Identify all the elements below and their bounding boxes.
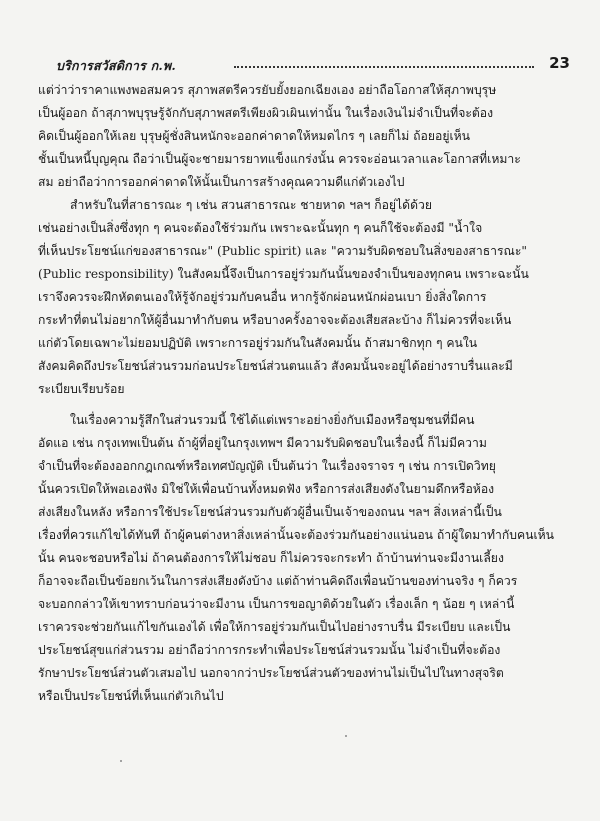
scan-speck [345, 735, 347, 737]
text-line: กระทำที่ตนไม่อยากให้ผู้อื่นมาทำกับตน หรือบางครั้งอาจจะต้องเสียสละบ้าง ก็ไม่ควรที่จะเห็น [38, 313, 512, 327]
body-text [38, 80, 570, 703]
text-line: จำเป็นที่จะต้องออกกฎเกณฑ์หรือเทศบัญญัติ เป็นต้นว่า ในเรื่องจราจร ๆ เช่น การเปิดวิทยุ [38, 459, 496, 473]
page-header [38, 54, 570, 76]
text-line: (Public responsibility) ในสังคมนี้จึงเป็นการอยู่ร่วมกันนั้นของจำเป็นของทุกคน เพราะฉะนั้น [38, 267, 529, 281]
text-line: ในเรื่องความรู้สึกในส่วนรวมนี้ ใช้ได้แต่เพราะอย่างยิ่งกับเมืองหรือชุมชนที่มีคน [70, 413, 475, 427]
text-line: นั้น คนจะชอบหรือไม่ ถ้าคนต้องการให้ไม่ชอบ ก็ไม่ควรจะกระทำ ถ้าบ้านท่านจะมีงานเลี้ยง [38, 551, 504, 565]
text-line: ที่เห็นประโยชน์แก่ของสาธารณะ" (Public spirit) และ "ความรับผิดชอบในสิ่งของสาธารณะ" [38, 244, 527, 258]
text-line: เช่นอย่างเป็นสิ่งซึ่งทุก ๆ คนจะต้องใช้ร่วมกัน เพราะฉะนั้นทุก ๆ คนก็ใช้จะต้องมี "น้ำใจ [38, 221, 483, 235]
text-line: สำหรับในที่สาธารณะ ๆ เช่น สวนสาธารณะ ชายหาด ฯลฯ ก็อยู่ได้ด้วย [70, 198, 433, 212]
text-line: ระเบียบเรียบร้อย [38, 382, 125, 396]
text-line: สังคมคิดถึงประโยชน์ส่วนรวมก่อนประโยชน์ส่วนตนแล้ว สังคมนั้นจะอยู่ได้อย่างราบรื่นและมี [38, 359, 513, 373]
text-line: ประโยชน์สุขแก่ส่วนรวม อย่าถือว่าการกระทำเพื่อประโยชน์ส่วนรวมนั้น ไม่จำเป็นที่จะต้อง [38, 643, 501, 657]
text-line: ชั้นเป็นหนี้บุญคุณ ถือว่าเป็นผู้จะชายมารยาทแข็งแกร่งนั้น ควรจะอ่อนเวลาและโอกาสที่เหมาะ [38, 152, 521, 166]
text-line: เราควรจะช่วยกันแก้ไขกันเองได้ เพื่อให้การอยู่ร่วมกันเป็นไปอย่างราบรื่น มีระเบียบ และเป็น [38, 620, 511, 634]
text-line: คิดเป็นผู้ออกให้เลย บุรุษผู้ชั่งสินหนักจะออกค่าดาดให้หมดไกร ๆ เลยก็ไม่ ถ้อยอยู่เห็น [38, 129, 471, 143]
text-line: อัดแอ เช่น กรุงเทพเป็นต้น ถ้าผู้ที่อยู่ในกรุงเทพฯ มีความรับผิดชอบในเรื่องนี้ ก็ไม่มีความ [38, 436, 487, 450]
text-line: แก่ตัวโดยเฉพาะไม่ยอมปฏิบัติ เพราะการอยู่ร่วมกันในสังคมนั้น ถ้าสมาชิกทุก ๆ คนใน [38, 336, 478, 350]
text-line: แต่ว่าว่าราคาแพงพอสมควร สุภาพสตรีควรยับยั้งยอกเฉียงเอง อย่าถือโอกาสให้สุภาพบุรุษ [38, 83, 497, 97]
running-title: บริการสวัสดิการ ก.พ. [56, 58, 176, 73]
text-line: จะบอกกล่าวให้เขาทราบก่อนว่าจะมีงาน เป็นการขอญาติด้วยในตัว เรื่องเล็ก ๆ น้อย ๆ เหล่านี้ [38, 597, 515, 611]
text-line: นั้นควรเปิดให้พอเองฟัง มิใช่ให้เพื่อนบ้านทั้งหมดฟัง หรือการส่งเสียงดังในยามดึกหรือห้อง [38, 482, 495, 496]
text-line: เราจึงควรจะฝึกหัดตนเองให้รู้จักอยู่ร่วมกับคนอื่น หากรู้จักผ่อนหนักผ่อนเบา ยิ่งสิ่งใดการ [38, 290, 487, 304]
text-line: ส่งเสียงในหลัง หรือการใช้ประโยชน์ส่วนรวมกับตัวผู้อื่นเป็นเจ้าของถนน ฯลฯ สิ่งเหล่านี้เป็น [38, 505, 502, 519]
leader-dots [234, 66, 534, 68]
text-line: รักษาประโยชน์ส่วนตัวเสมอไป นอกจากว่าประโยชน์ส่วนตัวของท่านไม่เป็นไปในทางสุจริต [38, 666, 504, 680]
scan-speck [120, 760, 122, 762]
text-line: เรื่องที่ควรแก้ไขได้ทันที ถ้าผู้คนต่างหาสิ่งเหล่านั้นจะต้องร่วมกันอย่างแน่นอน ถ้าผู้ใดมาทำกับคนเห็น [38, 528, 554, 542]
text-line: เป็นผู้ออก ถ้าสุภาพบุรุษรู้จักกับสุภาพสตรีเพียงผิวเผินเท่านั้น ในเรื่องเงินไม่จำเป็นที่จะต้อง [38, 106, 494, 120]
text-line: หรือเป็นประโยชน์ที่เห็นแก่ตัวเกินไป [38, 689, 224, 703]
text-line: สม อย่าถือว่าการออกค่าดาดให้นั้นเป็นการสร้างคุณความดีแก่ตัวเองไป [38, 175, 405, 189]
text-line: ก็อาจจะถือเป็นข้อยกเว้นในการส่งเสียงดังบ้าง แต่ถ้าท่านคิดถึงเพื่อนบ้านของท่านจริง ๆ ก็ควร [38, 574, 518, 588]
page-number: 23 [549, 54, 570, 72]
